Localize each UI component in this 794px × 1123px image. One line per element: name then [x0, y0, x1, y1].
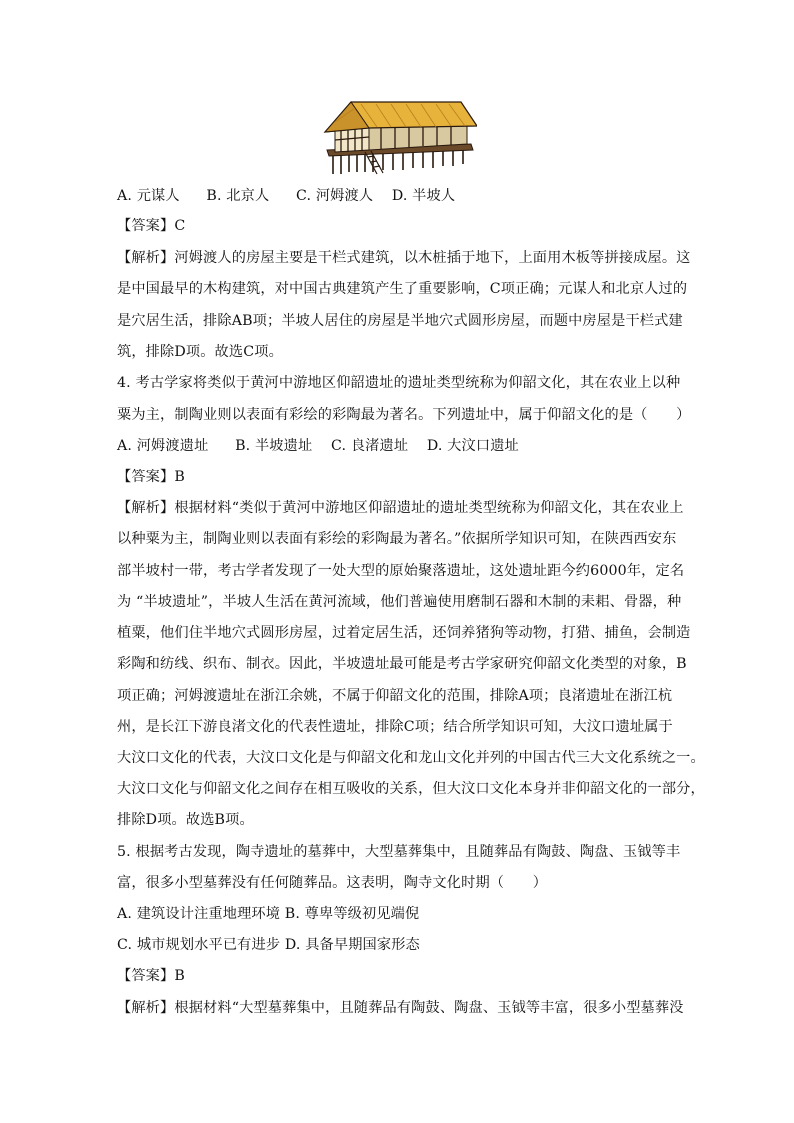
q4-options [117, 436, 687, 456]
q4-analysis-line: 部半坡村一带，考古学者发现了一处大型的原始聚落遗址，这处遗址距今约6000年，定名 [117, 563, 685, 579]
stilt-house-icon [321, 100, 477, 176]
q3-analysis-line: 是穴居生活，排除AB项；半坡人居住的房屋是半地穴式圆形房屋，而题中房屋是干栏式建 [117, 313, 683, 329]
q5-analysis-line: 【解析】根据材料“大型墓葬集中，且随葬品有陶鼓、陶盘、玉钺等丰富，很多小型墓葬没 [117, 1000, 684, 1016]
q4-option-b: B. 半坡遗址 [235, 438, 313, 454]
q4-analysis-line: 大汶口文化的代表，大汶口文化是与仰韶文化和龙山文化并列的中国古代三大文化系统之一。 [117, 750, 705, 766]
q5-option-line: A. 建筑设计注重地理环境 B. 尊卑等级初见端倪 [117, 906, 420, 922]
q4-option-c: C. 良渚遗址 [331, 438, 409, 454]
q5-stem-line: 5. 根据考古发现，陶寺遗址的墓葬中，大型墓葬集中，且随葬品有陶鼓、陶盘、玉钺等丰 [117, 844, 681, 860]
q3-analysis-line: 是中国最早的木构建筑，对中国古典建筑产生了重要影响，C项正确；元谋人和北京人过的 [117, 281, 688, 297]
q4-stem-line: 粟为主，制陶业则以表面有彩绘的彩陶最为著名。下列遗址中，属于仰韶文化的是（ ） [117, 407, 691, 423]
q4-answer: 【答案】B [117, 469, 185, 485]
q3-analysis-line: 【解析】河姆渡人的房屋主要是干栏式建筑，以木桩插于地下，上面用木板等拼接成屋。这 [117, 250, 691, 266]
q5-stem-line: 富，很多小型墓葬没有任何随葬品。这表明，陶寺文化时期（ ） [117, 875, 548, 891]
q5-option-line: C. 城市规划水平已有进步 D. 具备早期国家形态 [117, 937, 420, 953]
q3-analysis-line: 筑，排除D项。故选C项。 [117, 344, 283, 360]
q3-options [117, 186, 687, 206]
q3-answer: 【答案】C [117, 218, 186, 234]
q4-analysis-line: 【解析】根据材料“类似于黄河中游地区仰韶遗址的遗址类型统称为仰韶文化，其在农业上 [117, 500, 684, 516]
q4-analysis-line: 为 “半坡遗址”，半坡人生活在黄河流域，他们普遍使用磨制石器和木制的耒耜、骨器，种 [117, 594, 682, 610]
q4-option-d: D. 大汶口遗址 [426, 438, 519, 454]
q4-analysis-line: 项正确；河姆渡遗址在浙江余姚，不属于仰韶文化的范围，排除A项；良渚遗址在浙江杭 [117, 688, 673, 704]
q3-option-b: B. 北京人 [206, 188, 270, 204]
q4-analysis-line: 排除D项。故选B项。 [117, 812, 254, 828]
q4-analysis-line: 以种粟为主，制陶业则以表面有彩绘的彩陶最为著名。”依据所学知识可知，在陕西西安东 [117, 531, 677, 547]
q4-analysis-line: 彩陶和纺线、织布、制衣。因此，半坡遗址最可能是考古学家研究仰韶文化类型的对象，B [117, 656, 687, 672]
q3-option-c: C. 河姆渡人 [296, 188, 374, 204]
q4-stem-line: 4. 考古学家将类似于黄河中游地区仰韶遗址的遗址类型统称为仰韶文化，其在农业上以种 [117, 375, 681, 391]
q4-analysis-line: 大汶口文化与仰韶文化之间存在相互吸收的关系，但大汶口文化本身并非仰韶文化的一部分， [117, 781, 705, 797]
q4-analysis-line: 州，是长江下游良渚文化的代表性遗址，排除C项；结合所学知识可知，大汶口遗址属于 [117, 719, 673, 735]
q4-option-a: A. 河姆渡遗址 [117, 438, 209, 454]
q3-option-a: A. 元谋人 [117, 188, 180, 204]
q3-option-d: D. 半坡人 [391, 188, 456, 204]
q5-answer: 【答案】B [117, 968, 185, 984]
q4-analysis-line: 植粟，他们住半地穴式圆形房屋，过着定居生活，还饲养猪狗等动物，打猎、捕鱼，会制造 [117, 625, 691, 641]
